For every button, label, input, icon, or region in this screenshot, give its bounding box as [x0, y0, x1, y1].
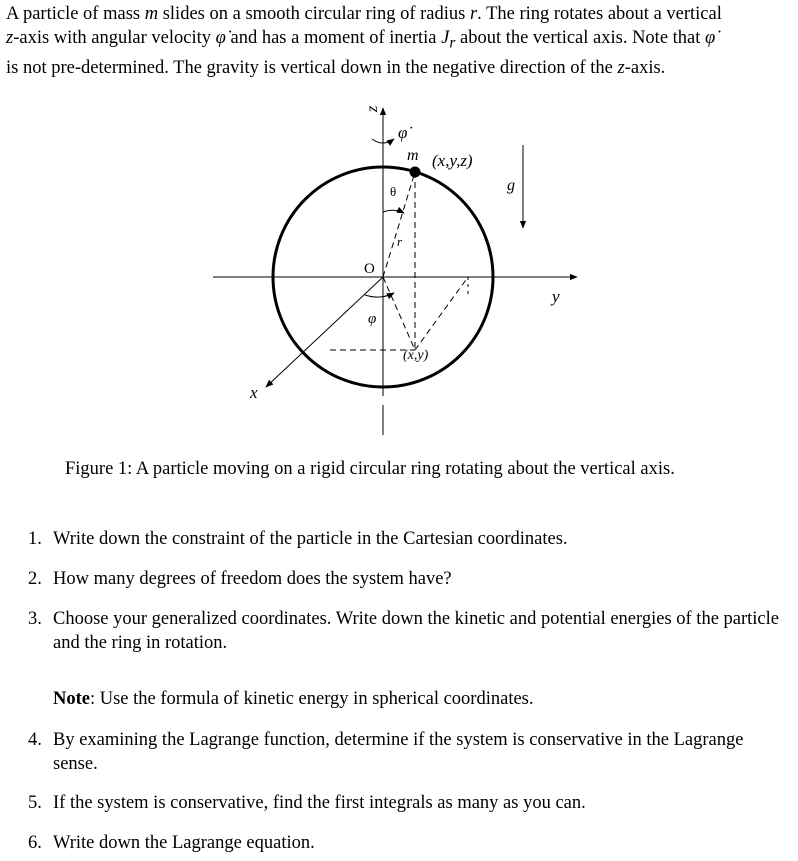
radius-line [383, 172, 415, 277]
list-item: 5. If the system is conservative, find the first integrals as many as you can. [28, 793, 586, 813]
figure-caption: Figure 1: A particle moving on a rigid circular ring rotating about the vertical axis. [65, 459, 675, 479]
list-item: 3. Choose your generalized coordinates. Write down the kinetic and potential energies of the particle and the ring in rotation. [28, 609, 779, 653]
list-item: 4. By examining the Lagrange function, determine if the system is conservative in the Lagrange sense. [28, 730, 744, 774]
label-g: g [507, 177, 515, 194]
label-origin: O [364, 261, 375, 277]
list-item: 6. Write down the Lagrange equation. [28, 833, 315, 853]
angular-velocity-symbol: φ̇ [215, 28, 226, 48]
list-item: 2. How many degrees of freedom does the system have? [28, 569, 452, 589]
label-phidot: φ̇ [398, 123, 408, 142]
label-xy: (x,y) [403, 348, 429, 363]
label-r: r [397, 234, 403, 249]
label-m: m [407, 147, 419, 164]
inertia-symbol: J [441, 28, 450, 48]
label-x: x [250, 383, 258, 402]
radius-symbol: r [469, 4, 478, 24]
label-theta: θ [390, 184, 397, 199]
label-y: y [552, 287, 560, 306]
particle [410, 167, 421, 178]
label-z: z [364, 105, 381, 112]
label-phi: φ [368, 311, 377, 327]
mass-symbol: m [144, 4, 159, 24]
phi-arc [365, 293, 394, 297]
problem-statement: A particle of mass m slides on a smooth circular ring of radius r. The ring rotates about a vertical z-axis with angular velocity φ̇ and has a moment of inertia $J_r$ about the vertical axis. Note that φ̇ is not pre-determined. The gravity is vertical down in the negative direction of the z-axis. [6, 4, 722, 78]
note: Note: Use the formula of kinetic energy in spherical coordinates. [53, 689, 534, 709]
theta-arc [383, 210, 404, 213]
label-xyz: (x,y,z) [432, 151, 473, 170]
ring-diagram [0, 92, 798, 402]
list-item: 1. Write down the constraint of the particle in the Cartesian coordinates. [28, 529, 568, 549]
